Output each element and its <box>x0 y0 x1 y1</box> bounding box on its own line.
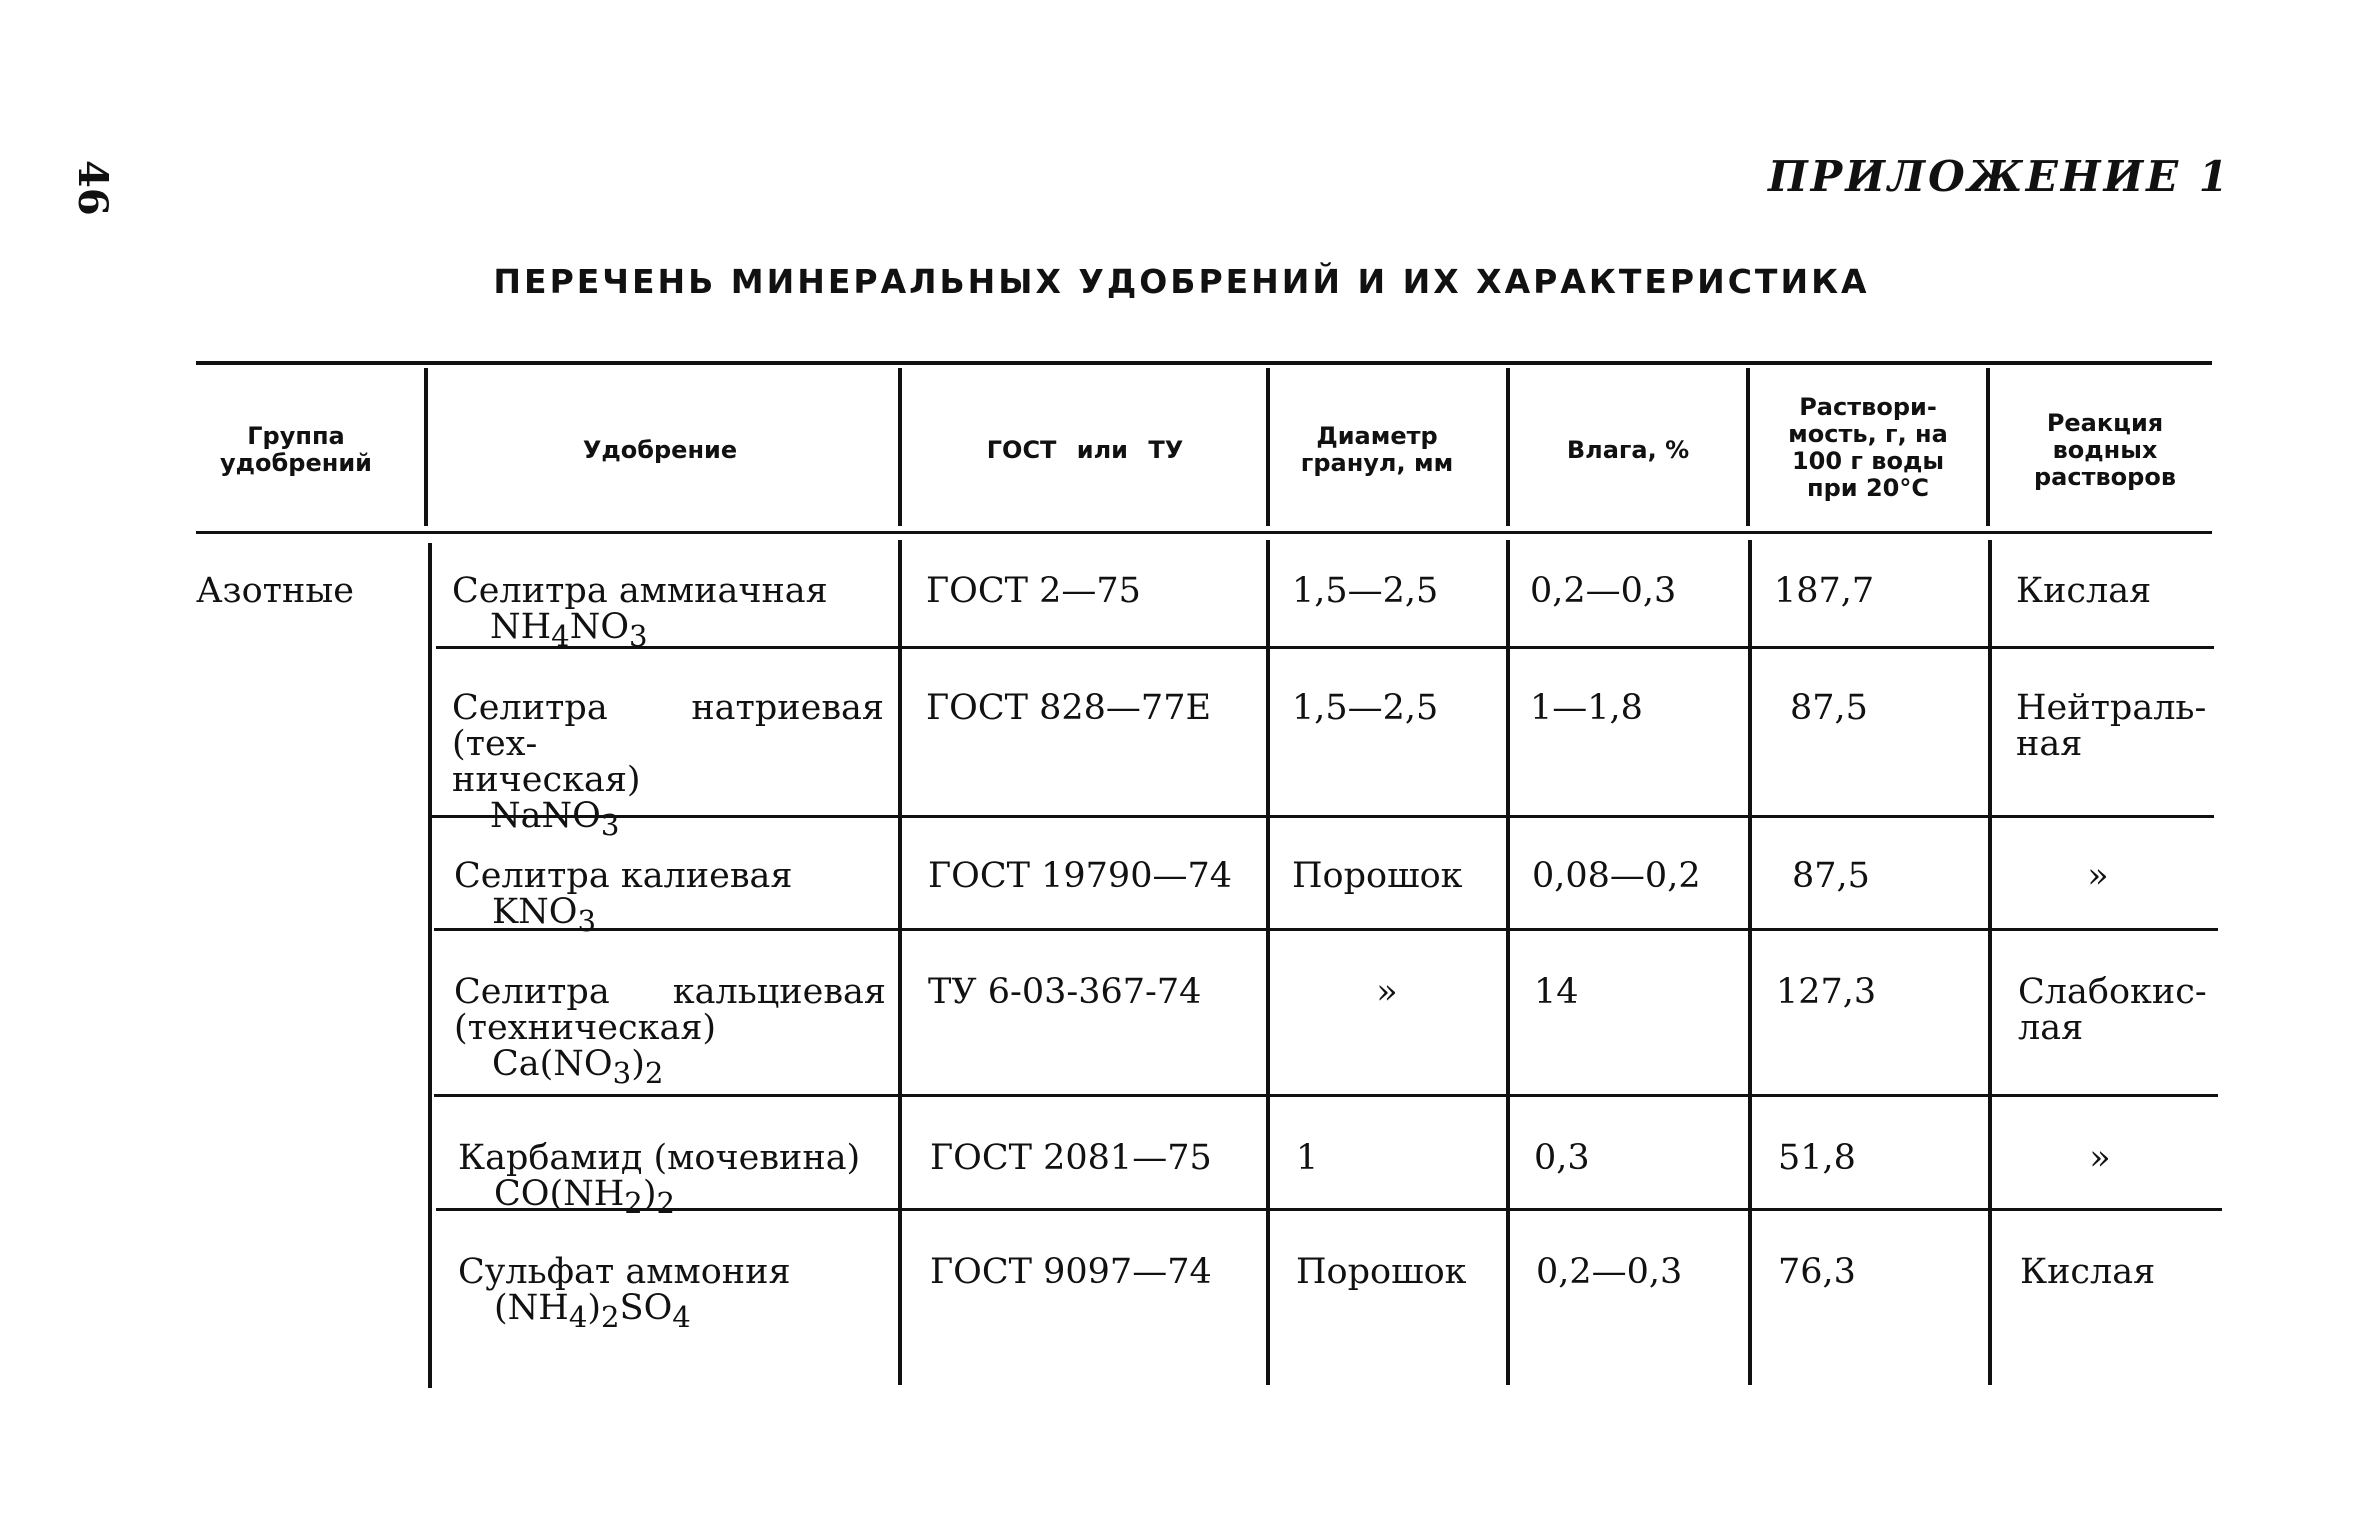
header-divider <box>898 368 902 526</box>
reaction-value: » <box>2089 1138 2111 1178</box>
header-gost: ГОСТ или ТУ <box>986 435 1184 464</box>
header-divider <box>1986 368 1990 526</box>
header-group: Группа удобрений <box>220 422 372 477</box>
gost-value: ГОСТ 2—75 <box>926 571 1141 611</box>
chemical-formula: NaNO$_3$ <box>490 796 620 842</box>
diameter-value: 1,5—2,5 <box>1292 571 1439 611</box>
fertilizer-title: Селитра кальциевая <box>454 972 886 1012</box>
chemical-formula: $(NH_4)_2SO_4$ <box>494 1288 691 1334</box>
gost-value: ТУ 6-03-367-74 <box>928 972 1202 1012</box>
moisture-value: 14 <box>1534 972 1579 1012</box>
page-title: ПЕРЕЧЕНЬ МИНЕРАЛЬНЫХ УДОБРЕНИЙ И ИХ ХАРАКТЕРИСТИКА <box>493 262 1870 301</box>
fertilizer-title: Селитра аммиачная <box>452 571 828 611</box>
gost-value: ГОСТ 19790—74 <box>928 856 1232 896</box>
moisture-value: 0,2—0,3 <box>1530 571 1677 611</box>
column-divider <box>898 540 902 1385</box>
reaction-value <box>2016 690 2206 762</box>
column-divider <box>1988 540 1992 1385</box>
diameter-value: 1,5—2,5 <box>1292 688 1439 728</box>
appendix-label: ПРИЛОЖЕНИЕ 1 <box>1767 152 2231 201</box>
reaction-line: ная <box>2016 724 2083 764</box>
moisture-value: 0,08—0,2 <box>1532 856 1701 896</box>
solubility-value: 76,3 <box>1778 1252 1856 1292</box>
fertilizer-name <box>452 690 884 843</box>
column-divider <box>428 543 432 1388</box>
reaction-value <box>2018 974 2207 1046</box>
diameter-value: Порошок <box>1296 1252 1467 1292</box>
solubility-value: 127,3 <box>1776 972 1877 1012</box>
header-bottom-rule <box>196 531 2212 534</box>
header-divider <box>424 368 428 526</box>
column-divider <box>1266 540 1270 1385</box>
fertilizer-name <box>458 1140 890 1221</box>
solubility-value: 187,7 <box>1774 571 1875 611</box>
solubility-value: 87,5 <box>1790 688 1868 728</box>
header-diameter: Диаметр гранул, мм <box>1300 422 1454 477</box>
gost-value: ГОСТ 2081—75 <box>930 1138 1212 1178</box>
fertilizer-name <box>452 573 884 654</box>
gost-value: ГОСТ 9097—74 <box>930 1252 1212 1292</box>
reaction-line: Слабокис- <box>2018 972 2207 1012</box>
chemical-formula: $KNO_3$ <box>492 892 597 938</box>
diameter-value: » <box>1376 972 1398 1012</box>
header-fertilizer: Удобрение <box>582 435 738 464</box>
chemical-formula: $NH_4NO_3$ <box>490 607 648 653</box>
solubility-value: 87,5 <box>1792 856 1870 896</box>
reaction-line: Нейтраль- <box>2016 688 2207 728</box>
moisture-value: 1—1,8 <box>1530 688 1643 728</box>
fertilizer-title: Селитра калиевая <box>454 856 793 896</box>
group-label: Азотные <box>196 571 354 611</box>
reaction-value: » <box>2087 856 2109 896</box>
header-solubility: Раствори-мость, г, на 100 г воды при 20°С <box>1788 393 1948 502</box>
fertilizer-name <box>458 1254 890 1335</box>
fertilizer-name <box>454 974 886 1091</box>
table-top-rule <box>196 361 2212 365</box>
chemical-formula: $CO(NH_2)_2$ <box>494 1174 676 1220</box>
moisture-value: 0,2—0,3 <box>1536 1252 1683 1292</box>
fertilizer-title: Селитра натриевая (тех- <box>452 688 884 764</box>
reaction-value: Кислая <box>2020 1252 2156 1292</box>
diameter-value: 1 <box>1296 1138 1319 1178</box>
header-divider <box>1746 368 1750 526</box>
row-separator <box>434 1094 2218 1097</box>
header-divider <box>1506 368 1510 526</box>
diameter-value: Порошок <box>1292 856 1463 896</box>
header-moisture: Влага, % <box>1566 435 1690 464</box>
page-number: 46 <box>69 160 116 216</box>
fertilizer-title: Карбамид (мочевина) <box>458 1138 861 1178</box>
gost-value: ГОСТ 828—77Е <box>926 688 1212 728</box>
header-reaction: Реакция водных растворов <box>2033 408 2177 491</box>
fertilizer-title-cont: (техническая) <box>454 1008 717 1048</box>
column-divider <box>1748 540 1752 1385</box>
column-divider <box>1506 540 1510 1385</box>
fertilizer-title-cont: ническая) <box>452 760 641 800</box>
chemical-formula: $Ca(NO_3)_2$ <box>492 1044 664 1090</box>
fertilizer-title: Сульфат аммония <box>458 1252 791 1292</box>
header-divider <box>1266 368 1270 526</box>
moisture-value: 0,3 <box>1534 1138 1590 1178</box>
solubility-value: 51,8 <box>1778 1138 1856 1178</box>
fertilizer-name <box>454 858 886 939</box>
reaction-line: лая <box>2018 1008 2084 1048</box>
reaction-value: Кислая <box>2016 571 2152 611</box>
